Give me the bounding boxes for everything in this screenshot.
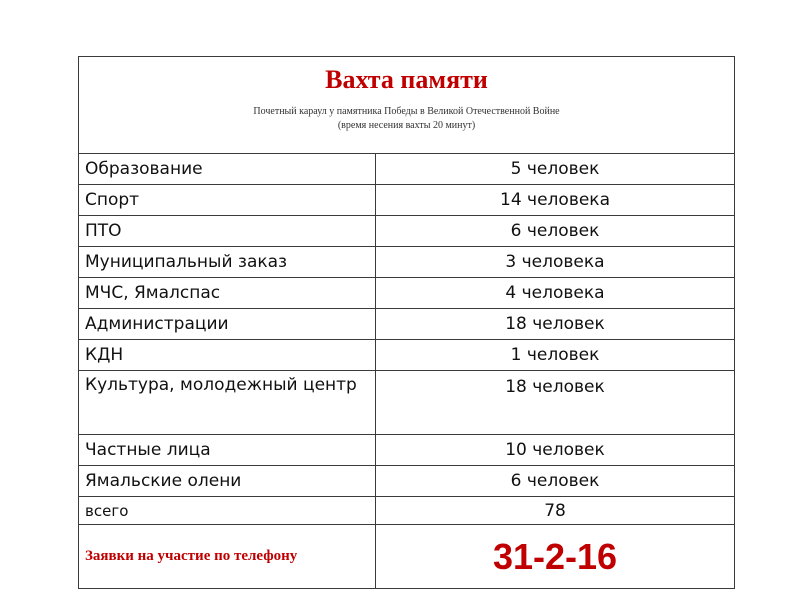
people-count: 6 человек	[376, 216, 735, 247]
header-row	[79, 57, 735, 154]
organization-label: Частные лица	[79, 435, 376, 466]
phone-number: 31-2-16	[376, 525, 735, 589]
people-count: 3 человека	[376, 247, 735, 278]
table-row	[79, 216, 735, 247]
contact-row	[79, 525, 735, 589]
organization-label: Культура, молодежный центр	[79, 371, 376, 435]
table-row	[79, 371, 735, 435]
people-count: 18 человек	[376, 309, 735, 340]
contact-label: Заявки на участие по телефону	[79, 525, 376, 589]
people-count: 4 человека	[376, 278, 735, 309]
people-count: 5 человек	[376, 154, 735, 185]
table-row	[79, 340, 735, 371]
organization-label: Образование	[79, 154, 376, 185]
people-count: 1 человек	[376, 340, 735, 371]
organization-label: Ямальские олени	[79, 466, 376, 497]
organization-label: ПТО	[79, 216, 376, 247]
table-row	[79, 309, 735, 340]
organization-label: КДН	[79, 340, 376, 371]
table-row	[79, 435, 735, 466]
table-row	[79, 185, 735, 216]
table-row	[79, 278, 735, 309]
organization-label: Спорт	[79, 185, 376, 216]
people-count: 14 человека	[376, 185, 735, 216]
subtitle-line-2: (время несения вахты 20 минут)	[337, 120, 476, 131]
organization-label: МЧС, Ямалспас	[79, 278, 376, 309]
people-count: 6 человек	[376, 466, 735, 497]
subtitle-line-1: Почетный караул у памятника Победы в Великой Отечественной Войне	[253, 106, 560, 117]
table-row	[79, 154, 735, 185]
total-label: всего	[79, 497, 376, 525]
table-row	[79, 466, 735, 497]
organization-label: Муниципальный заказ	[79, 247, 376, 278]
organization-label: Администрации	[79, 309, 376, 340]
table-row	[79, 247, 735, 278]
watch-schedule-table	[78, 56, 735, 589]
slide-table-frame	[78, 56, 734, 596]
page-title: Вахта памяти	[325, 65, 488, 94]
total-row	[79, 497, 735, 525]
header-cell	[79, 57, 735, 154]
people-count: 18 человек	[376, 371, 735, 435]
people-count: 10 человек	[376, 435, 735, 466]
total-value: 78	[376, 497, 735, 525]
